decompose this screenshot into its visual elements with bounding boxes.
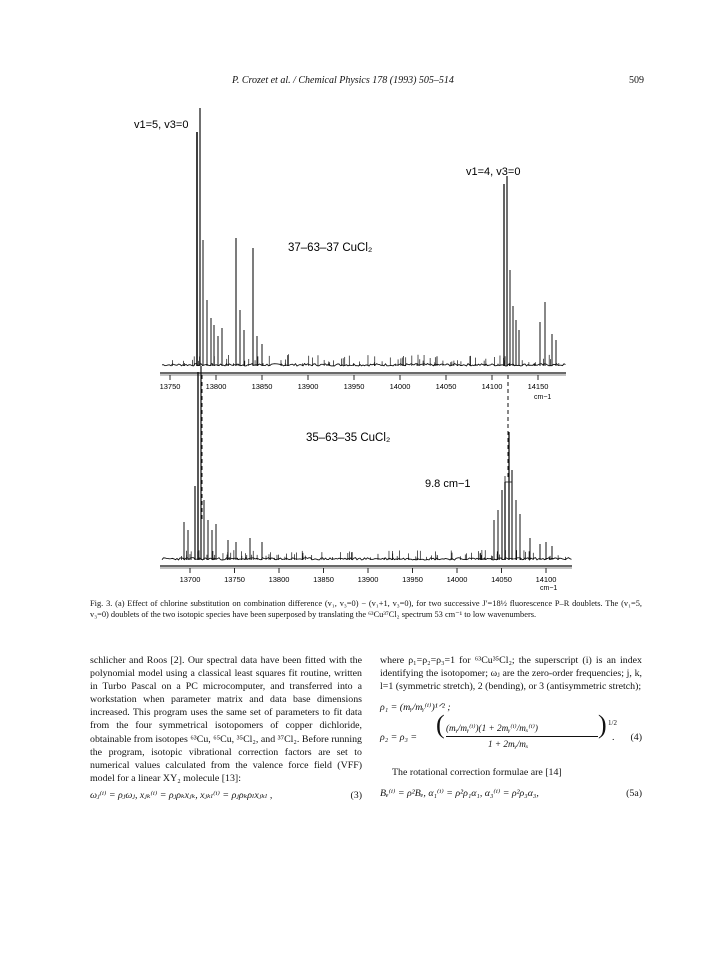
equation-rho23-denominator: 1 + 2mᵧ/mₓ [488, 739, 529, 750]
top-species-label: 37–63–37 CuCl₂ [288, 242, 373, 254]
paren-right: ) [598, 710, 607, 740]
bottom-baseline-trace [162, 558, 572, 560]
right-paragraph-1: where ρ₁=ρ₂=ρ₃=1 for ⁶³Cu³⁵Cl₂; the superscript (i) is an index identifying the isotopomer; ωⱼ are the zero-order frequencies; j, k, l=1 (symmetric stretch), 2 (bending), or 3 (antisymmetric stretch); [380, 655, 642, 693]
shift-label: 9.8 cm−1 [425, 478, 471, 490]
equation-rho23-row [380, 710, 642, 756]
equation-4-number: (4) [630, 732, 642, 744]
bottom-axis-tick-label: 13950 [402, 575, 423, 584]
top-axis-tick-label: 14000 [389, 382, 411, 391]
top-peaks [173, 108, 559, 366]
bottom-axis-tick-label: 13700 [179, 575, 201, 584]
figure-caption: Fig. 3. (a) Effect of chlorine substitution on combination difference (v₁, v₃=0) − (v₁+1, v₃=0), for two successive J′=18½ fluorescence P–R doublets. The (v₁=5, v₃=0) doublets of the two isotopic species have been superposed by translating the ⁶³Cu³⁷Cl₂ spectrum 53 cm⁻¹ to low wavenumbers. [90, 599, 642, 620]
top-axis-tick-label: 13750 [159, 382, 181, 391]
bottom-species-label: 35–63–35 CuCl₂ [306, 432, 391, 444]
page-number: 509 [629, 75, 644, 86]
alignment-guides [198, 375, 512, 520]
equation-rho1: ρ₁ = (mᵧ/mᵧ⁽ⁱ⁾)¹ᐟ² ; [380, 702, 451, 714]
equation-3: ωⱼ⁽ⁱ⁾ = ρⱼωⱼ, xⱼₖ⁽ⁱ⁾ = ρⱼρₖxⱼₖ, xⱼₖₗ⁽ⁱ⁾ = ρⱼρₖρₗxⱼₖₗ , [90, 789, 273, 801]
right-paragraph-2: The rotational correction formulae are [14] [392, 767, 562, 779]
equation-rho23-exponent: 1/2 [608, 719, 617, 728]
left-text-column [90, 654, 362, 805]
bottom-axis-tick-label: 14000 [446, 575, 468, 584]
bottom-axis-tick-label: 14100 [535, 575, 557, 584]
equation-3-row [90, 789, 362, 805]
equation-rho23-lhs: ρ₂ = ρ₃ = [380, 732, 418, 744]
top-axis-ticks [160, 375, 549, 391]
top-spectrum-panel [134, 108, 566, 401]
right-text-column [380, 654, 642, 803]
top-axis-tick-label: 13800 [205, 382, 227, 391]
equation-3-number: (3) [350, 789, 362, 801]
equation-5a-number: (5a) [626, 788, 642, 800]
left-paragraph: schlicher and Roos [2]. Our spectral data have been fitted with the polynomial model using a classical least squares fit routine, written in Turbo Pascal on a PC microcomputer, and transferred into a workstation when parameter matrix and data base dimensions increased. This program uses the same set of parameters to fit data from the four symmetrical isotopomers of copper dichloride, obtainable from isotopes ⁶³Cu, ⁶⁵Cu, ³⁵Cl₂, and ³⁷Cl₂. Before running the program, isotopic vibrational correction factors are set to numerical values calculated from the valence force field (VFF) model for a linear XY₂ molecule [13]: [90, 655, 362, 784]
bottom-axis-tick-label: 13850 [313, 575, 334, 584]
equation-rho23-numerator: (mᵧ/mᵧ⁽ⁱ⁾)(1 + 2mᵧ⁽ⁱ⁾/mₓ⁽ⁱ⁾) [446, 723, 538, 734]
bottom-axis-tick-label: 13750 [224, 575, 245, 584]
running-header: P. Crozet et al. / Chemical Physics 178 (1993) 505–514 [232, 75, 454, 86]
bottom-spectrum-panel [160, 366, 572, 592]
bottom-axis-ticks [180, 568, 557, 584]
top-axis-tick-label: 13950 [343, 382, 365, 391]
bottom-axis-tick-label: 13800 [268, 575, 290, 584]
top-axis-tick-label: 14150 [527, 382, 549, 391]
top-axis-tick-label: 14100 [481, 382, 503, 391]
top-label-left: v1=5, v3=0 [134, 119, 189, 131]
equation-5a-row [380, 787, 642, 803]
top-axis-tick-label: 13900 [297, 382, 319, 391]
bottom-axis-tick-label: 13900 [357, 575, 379, 584]
top-axis-tick-label: 13850 [251, 382, 273, 391]
top-axis-tick-label: 14050 [435, 382, 457, 391]
fraction-bar [446, 736, 598, 737]
equation-5a: Bₑ⁽ⁱ⁾ = ρ²Bₑ, α₁⁽ⁱ⁾ = ρ²ρ₁α₁, α₃⁽ⁱ⁾ = ρ²ρ₃α₃, [380, 788, 539, 800]
bottom-unit-label: cm−1 [540, 585, 558, 592]
top-unit-label: cm−1 [534, 394, 552, 401]
bottom-axis-tick-label: 14050 [491, 575, 512, 584]
top-label-right: v1=4, v3=0 [466, 166, 521, 178]
paren-left: ( [436, 710, 445, 740]
equation-rho23-dot: . [612, 732, 615, 744]
